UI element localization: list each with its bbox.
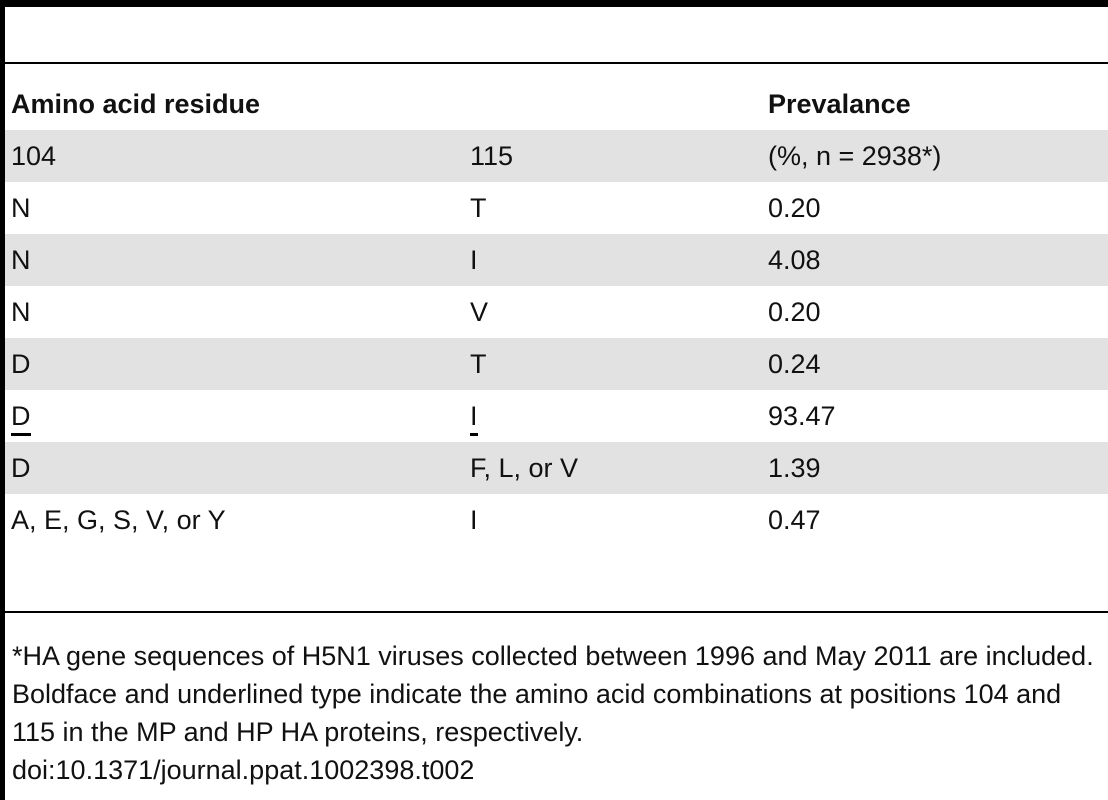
- cell-prevalence: 93.47: [768, 401, 836, 431]
- cell-residue-115: T: [470, 349, 487, 379]
- cell-residue-104: N: [11, 193, 31, 223]
- cell-residue-104: D: [11, 349, 31, 379]
- table-header-row: [5, 78, 1108, 130]
- cell-residue-104: N: [11, 297, 31, 327]
- cell-residue-104: N: [11, 245, 31, 275]
- header-prevalance: Prevalance: [768, 89, 911, 119]
- header-amino-acid-residue: Amino acid residue: [11, 89, 261, 119]
- cell-prevalence: 0.24: [768, 349, 821, 379]
- cell-residue-115: I: [470, 245, 478, 275]
- table-bottom-rule: [5, 611, 1108, 613]
- table-row: [5, 442, 1108, 494]
- header-rule: [5, 62, 1108, 64]
- subheader-position-104: 104: [11, 141, 57, 171]
- table-row: [5, 286, 1108, 338]
- table-subheader-row: [5, 130, 1108, 182]
- cell-residue-115: F, L, or V: [470, 453, 579, 483]
- cell-residue-115: I: [470, 505, 478, 535]
- subheader-position-115: 115: [470, 141, 514, 171]
- cell-prevalence: 0.47: [768, 505, 821, 535]
- table-row: [5, 234, 1108, 286]
- cell-residue-104-emphasized: [11, 390, 31, 442]
- table-row: [5, 182, 1108, 234]
- table-footnote: [12, 637, 1104, 789]
- doi-label: doi:10.1371/journal.ppat.1002398.t002: [12, 755, 475, 785]
- table-row: [5, 338, 1108, 390]
- footnote-text: *HA gene sequences of H5N1 viruses collected between 1996 and May 2011 are included. Boldface and underlined type indicate the amino acid combinations at positions 104 and 115 in the MP and HP HA proteins, respectively.: [12, 641, 1094, 747]
- table-row: [5, 494, 1108, 546]
- cell-residue-115: V: [470, 297, 489, 327]
- cell-residue-104: A, E, G, S, V, or Y: [11, 505, 226, 535]
- subheader-prevalence-unit: (%, n = 2938*): [768, 141, 942, 171]
- cell-prevalence: 0.20: [768, 193, 821, 223]
- cell-residue-115-emphasized: [470, 390, 478, 442]
- cell-prevalence: 0.20: [768, 297, 821, 327]
- cell-prevalence: 1.39: [768, 453, 821, 483]
- underlined-residue: I: [470, 390, 478, 442]
- table-row-highlighted: [5, 390, 1108, 442]
- underlined-residue: D: [11, 390, 31, 442]
- cell-prevalence: 4.08: [768, 245, 821, 275]
- table-top-rule: [0, 0, 1108, 7]
- cell-residue-104: D: [11, 453, 31, 483]
- cell-residue-115: T: [470, 193, 487, 223]
